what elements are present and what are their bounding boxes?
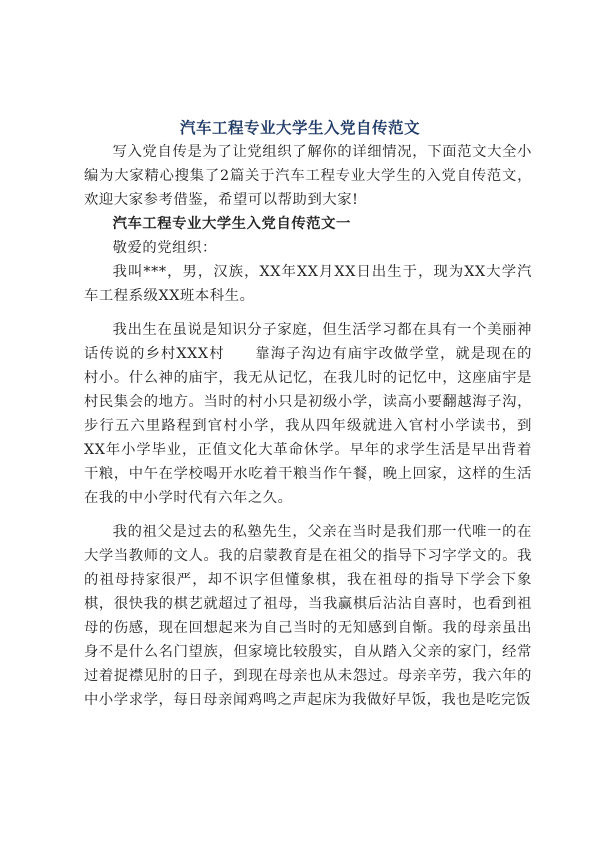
salutation: 敬爱的党组织： — [112, 240, 217, 256]
body-paragraph-1: 我叫***，男，汉族，XX年XX月XX日出生于，现为XX大学汽车工程系级XX班本科生。 — [84, 264, 532, 304]
body-paragraph-3: 我的祖父是过去的私塾先生，父亲在当时是我们那一代唯一的在大学当教师的文人。我的启蒙教育是在祖父的指导下习字学文的。我的祖母持家很严，却不识字但懂象棋，我在祖母的指导下学会下象棋，很快我的棋艺就超过了祖母，当我赢棋后沾沾自喜时，也看到祖母的伤感，现在回想起来为自己当时的无知感到自惭。我的母亲虽出身不是什么名门望族，但家境比较殷实，自从踏入父亲的家门，经常过着捉襟见肘的日子，到现在母亲也从未怨过。母亲辛劳，我六年的中小学求学，每日母亲闻鸡鸣之声起床为我做好早饭，我也是吃完饭 — [84, 524, 532, 708]
document-body — [84, 140, 532, 712]
intro-paragraph: 写入党自传是为了让党组织了解你的详细情况，下面范文大全小编为大家精心搜集了2篇关于汽车工程专业大学生的入党自传范文，欢迎大家参考借鉴，希望可以帮助到大家! — [84, 144, 532, 208]
section-subtitle: 汽车工程专业大学生入党自传范文一 — [112, 216, 351, 232]
body-paragraph-2: 我出生在虽说是知识分子家庭，但生活学习都在具有一个美丽神话传说的乡村XXX村 靠海子沟边有庙宇改做学堂，就是现在的村小。什么神的庙宇，我无从记忆，在我儿时的记忆中，这座庙宇是村民集会的地方。当时的村小只是初级小学，读高小要翻越海子沟，步行五六里路程到官村小学，我从四年级就进入官村小学读书，到XX年小学毕业，正值文化大革命休学。早年的求学生活是早出背着干粮，中午在学校喝开水吃着干粮当作午餐，晚上回家，这样的生活在我的中小学时代有六年之久。 — [84, 322, 532, 506]
document-title: 汽车工程专业大学生入党自传范文 — [179, 119, 420, 137]
